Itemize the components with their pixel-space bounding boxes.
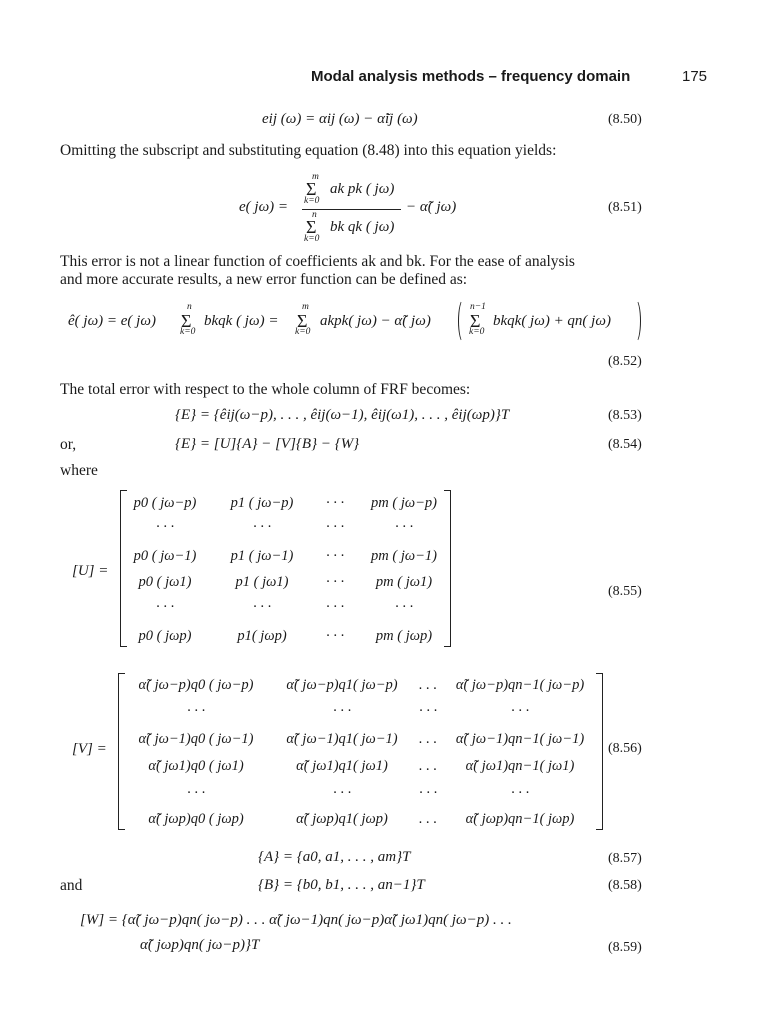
matrix-cell: p1 ( jω−p) bbox=[230, 495, 294, 511]
sum-upper-limit: n−1 bbox=[470, 302, 486, 312]
fraction-denominator: bk qk ( jω) bbox=[330, 219, 395, 235]
equation-number-8-53: (8.53) bbox=[608, 408, 642, 423]
paragraph-text: This error is not a linear function of coefficients ak and bk. For the ease of analysis bbox=[60, 253, 575, 270]
matrix-cell: · · · bbox=[394, 599, 414, 615]
matrix-cell: p1( jωp) bbox=[237, 628, 287, 644]
matrix-cell: · · · bbox=[186, 785, 206, 801]
matrix-cell: . . . bbox=[418, 811, 438, 827]
equation-8-54: {E} = [U]{A} − [V]{B} − {W} bbox=[175, 436, 360, 452]
matrix-cell: α̃( jω−p)q0 ( jω−p) bbox=[138, 677, 254, 693]
sum-upper-limit: m bbox=[312, 172, 319, 182]
equation-number-8-50: (8.50) bbox=[608, 112, 642, 127]
matrix-cell: α̃( jω−1)q0 ( jω−1) bbox=[138, 731, 254, 747]
right-bracket bbox=[596, 673, 603, 830]
sum-upper-limit: n bbox=[187, 302, 192, 312]
paragraph-text: and more accurate results, a new error function can be defined as: bbox=[60, 271, 468, 288]
matrix-cell: α̃( jωp)qn−1( jωp) bbox=[465, 811, 575, 827]
matrix-cell: · · · bbox=[510, 703, 530, 719]
eq-8-52-part: bkqk ( jω) = bbox=[204, 313, 279, 329]
sum-upper-limit: n bbox=[312, 210, 317, 220]
matrix-cell: p1 ( jω1) bbox=[235, 574, 289, 590]
matrix-u-label: [U] = bbox=[72, 563, 109, 579]
matrix-cell: · · · bbox=[325, 548, 345, 564]
matrix-cell: α̃( jωp)q0 ( jωp) bbox=[148, 811, 244, 827]
equation-number-8-59: (8.59) bbox=[608, 940, 642, 955]
matrix-v-label: [V] = bbox=[72, 741, 107, 757]
where-text: where bbox=[60, 462, 98, 479]
equation-8-50: eij (ω) = αij (ω) − α̃ij (ω) bbox=[262, 111, 418, 127]
sigma-symbol: Σ bbox=[297, 311, 308, 331]
eq-8-52-part: bkqk( jω) + qn( jω) bbox=[493, 313, 611, 329]
matrix-cell: · · · bbox=[325, 495, 345, 511]
left-paren bbox=[458, 299, 469, 343]
sigma-symbol: Σ bbox=[306, 217, 317, 237]
matrix-cell: α̃( jω−p)qn−1( jω−p) bbox=[455, 677, 585, 693]
matrix-cell: p0 ( jωp) bbox=[138, 628, 192, 644]
eq-8-52-part: ê( jω) = e( jω) bbox=[68, 313, 156, 329]
matrix-cell: · · · bbox=[394, 519, 414, 535]
sum-lower-limit: k=0 bbox=[304, 196, 320, 206]
matrix-cell: · · · bbox=[252, 519, 272, 535]
matrix-cell: · · · bbox=[418, 703, 438, 719]
page-number: 175 bbox=[682, 68, 708, 85]
right-paren bbox=[630, 299, 641, 343]
matrix-cell: p1 ( jω−1) bbox=[230, 548, 294, 564]
matrix-cell: . . . bbox=[418, 731, 438, 747]
matrix-cell: pm ( jω−1) bbox=[371, 548, 437, 564]
matrix-cell: pm ( jω1) bbox=[375, 574, 433, 590]
sum-lower-limit: k=0 bbox=[295, 327, 311, 337]
matrix-cell: · · · bbox=[325, 628, 345, 644]
sum-lower-limit: k=0 bbox=[180, 327, 196, 337]
right-bracket bbox=[444, 490, 451, 647]
matrix-cell: · · · bbox=[332, 785, 352, 801]
matrix-cell: α̃( jω1)q0 ( jω1) bbox=[148, 758, 244, 774]
matrix-cell: α̃( jω−1)q1( jω−1) bbox=[286, 731, 398, 747]
equation-8-59-line2: α̃( jωp)qn( jω−p)}T bbox=[140, 937, 260, 953]
matrix-cell: pm ( jωp) bbox=[375, 628, 433, 644]
sum-upper-limit: m bbox=[302, 302, 309, 312]
matrix-cell: . . . bbox=[418, 758, 438, 774]
sum-lower-limit: k=0 bbox=[469, 327, 485, 337]
matrix-cell: p0 ( jω1) bbox=[138, 574, 192, 590]
matrix-cell: pm ( jω−p) bbox=[371, 495, 437, 511]
matrix-cell: . . . bbox=[418, 677, 438, 693]
fraction-numerator: ak pk ( jω) bbox=[330, 181, 395, 197]
matrix-cell: p0 ( jω−1) bbox=[133, 548, 197, 564]
equation-8-58: {B} = {b0, b1, . . . , an−1}T bbox=[258, 877, 425, 893]
equation-8-59-line1: [W] = {α̃( jω−p)qn( jω−p) . . . α̃( jω−1)qn( jω−p)α̃( jω1)qn( jω−p) . . . bbox=[80, 912, 512, 928]
paragraph-text: The total error with respect to the whole column of FRF becomes: bbox=[60, 381, 471, 398]
matrix-cell: α̃( jω−p)q1( jω−p) bbox=[286, 677, 398, 693]
matrix-cell: · · · bbox=[186, 703, 206, 719]
equation-number-8-56: (8.56) bbox=[608, 741, 642, 756]
matrix-cell: α̃( jω−1)qn−1( jω−1) bbox=[455, 731, 585, 747]
matrix-cell: α̃( jω1)qn−1( jω1) bbox=[465, 758, 575, 774]
matrix-cell: α̃( jω1)q1( jω1) bbox=[296, 758, 388, 774]
eq-8-51-tail: − α̃( jω) bbox=[406, 199, 457, 215]
sum-lower-limit: k=0 bbox=[304, 234, 320, 244]
matrix-cell: · · · bbox=[510, 785, 530, 801]
sigma-symbol: Σ bbox=[470, 311, 481, 331]
matrix-cell: · · · bbox=[332, 703, 352, 719]
matrix-cell: · · · bbox=[325, 574, 345, 590]
matrix-cell: α̃( jωp)q1( jωp) bbox=[296, 811, 388, 827]
matrix-cell: · · · bbox=[155, 599, 175, 615]
matrix-cell: · · · bbox=[252, 599, 272, 615]
left-bracket bbox=[118, 673, 125, 830]
sigma-symbol: Σ bbox=[306, 179, 317, 199]
matrix-cell: · · · bbox=[418, 785, 438, 801]
equation-8-57: {A} = {a0, a1, . . . , am}T bbox=[258, 849, 411, 865]
equation-number-8-58: (8.58) bbox=[608, 878, 642, 893]
paragraph-text: Omitting the subscript and substituting equation (8.48) into this equation yields: bbox=[60, 142, 557, 159]
equation-number-8-57: (8.57) bbox=[608, 851, 642, 866]
equation-number-8-55: (8.55) bbox=[608, 584, 642, 599]
matrix-cell: · · · bbox=[325, 599, 345, 615]
eq-8-52-part: akpk( jω) − α̃( jω) bbox=[320, 313, 431, 329]
left-bracket bbox=[120, 490, 127, 647]
lead-text: or, bbox=[60, 436, 77, 453]
eq-8-51-lhs: e( jω) = bbox=[239, 199, 289, 215]
matrix-cell: · · · bbox=[325, 519, 345, 535]
matrix-cell: · · · bbox=[155, 519, 175, 535]
running-title: Modal analysis methods – frequency domain bbox=[311, 68, 631, 85]
equation-8-53: {E} = {êij(ω−p), . . . , êij(ω−1), êij(ω1), . . . , êij(ωp)}T bbox=[175, 407, 510, 423]
matrix-cell: p0 ( jω−p) bbox=[133, 495, 197, 511]
lead-text: and bbox=[60, 877, 83, 894]
equation-number-8-52: (8.52) bbox=[608, 354, 642, 369]
equation-number-8-51: (8.51) bbox=[608, 200, 642, 215]
sigma-symbol: Σ bbox=[181, 311, 192, 331]
equation-number-8-54: (8.54) bbox=[608, 437, 642, 452]
